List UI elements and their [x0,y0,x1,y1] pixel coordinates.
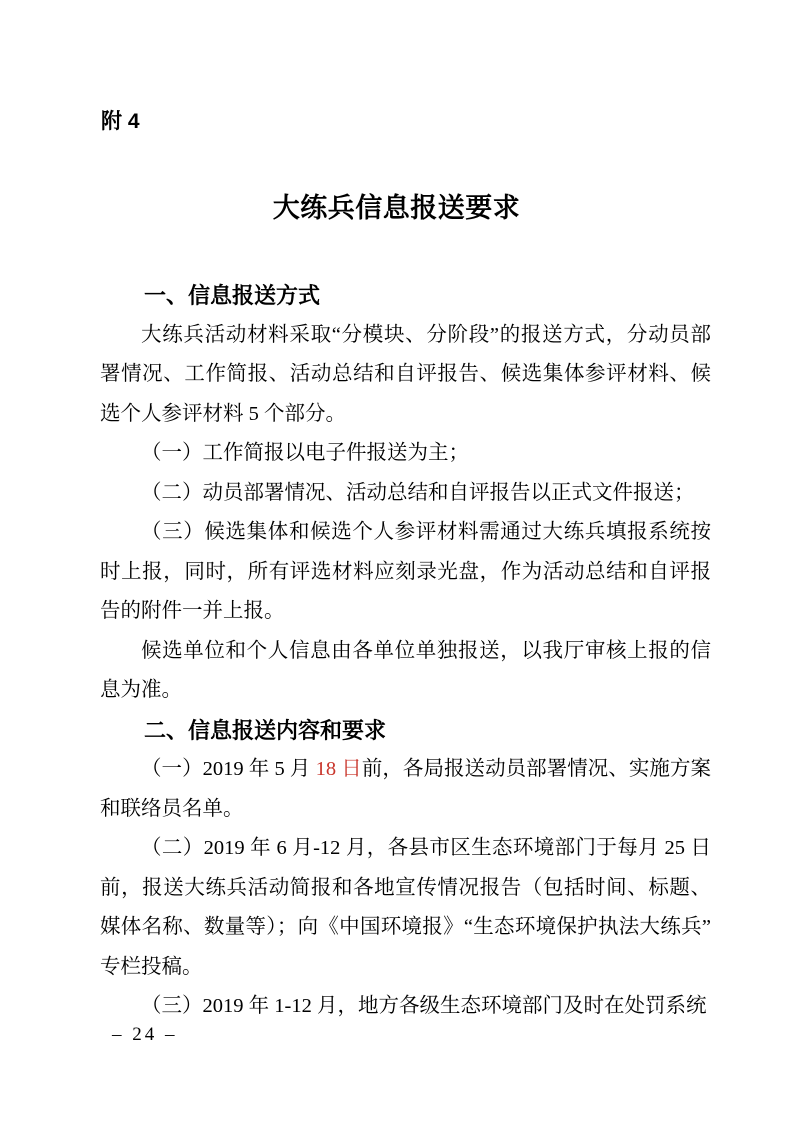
text-segment: （二）2019 年 6 月-12 月，各县市区生态环境部门于每月 25 日前，报送大练兵活动简报和各地宣传情况报告（包括时间、标题、媒体名称、数量等）；向《中国环境报》“生态环境保护执法大练兵”专栏投稿。 [100,837,711,978]
page-number: – 24 – [112,1024,178,1045]
section-heading: 一、信息报送方式 [144,283,321,308]
text-segment: 前，各局报送动员部署情况、实施方案和联络员名单。 [100,758,712,820]
paragraph [100,316,711,435]
text-segment: （三）候选集体和候选个人参评材料需通过大练兵填报系统按时上报，同时，所有评选材料应刻录光盘，作为活动总结和自评报告的附件一并上报。 [100,521,711,622]
document-body [100,276,711,1027]
paragraph [100,513,711,632]
document-title: 大练兵信息报送要求 [272,193,521,223]
paragraph [100,434,711,474]
paragraph [100,474,711,514]
paragraph [100,632,711,711]
text-segment: （三）2019 年 1-12 月，地方各级生态环境部门及时在处罚系统 [141,995,707,1017]
text-segment: 大练兵活动材料采取“分模块、分阶段”的报送方式，分动员部署情况、工作简报、活动总结和自评报告、候选集体参评材料、候选个人参评材料 5 个部分。 [100,323,711,425]
text-segment: 候选单位和个人信息由各单位单独报送，以我厅审核上报的信息为准。 [100,639,711,701]
paragraph [100,829,711,987]
text-segment: （一）工作简报以电子件报送为主； [141,442,469,464]
attachment-label: 附 4 [101,110,140,133]
section-heading: 二、信息报送内容和要求 [144,717,387,743]
paragraph [100,987,711,1027]
paragraph [100,750,711,829]
text-segment: （一）2019 年 5 月 [141,758,316,780]
highlighted-date-text: 18 日 [315,758,362,780]
text-segment: （二）动员部署情况、活动总结和自评报告以正式文件报送； [141,481,695,504]
